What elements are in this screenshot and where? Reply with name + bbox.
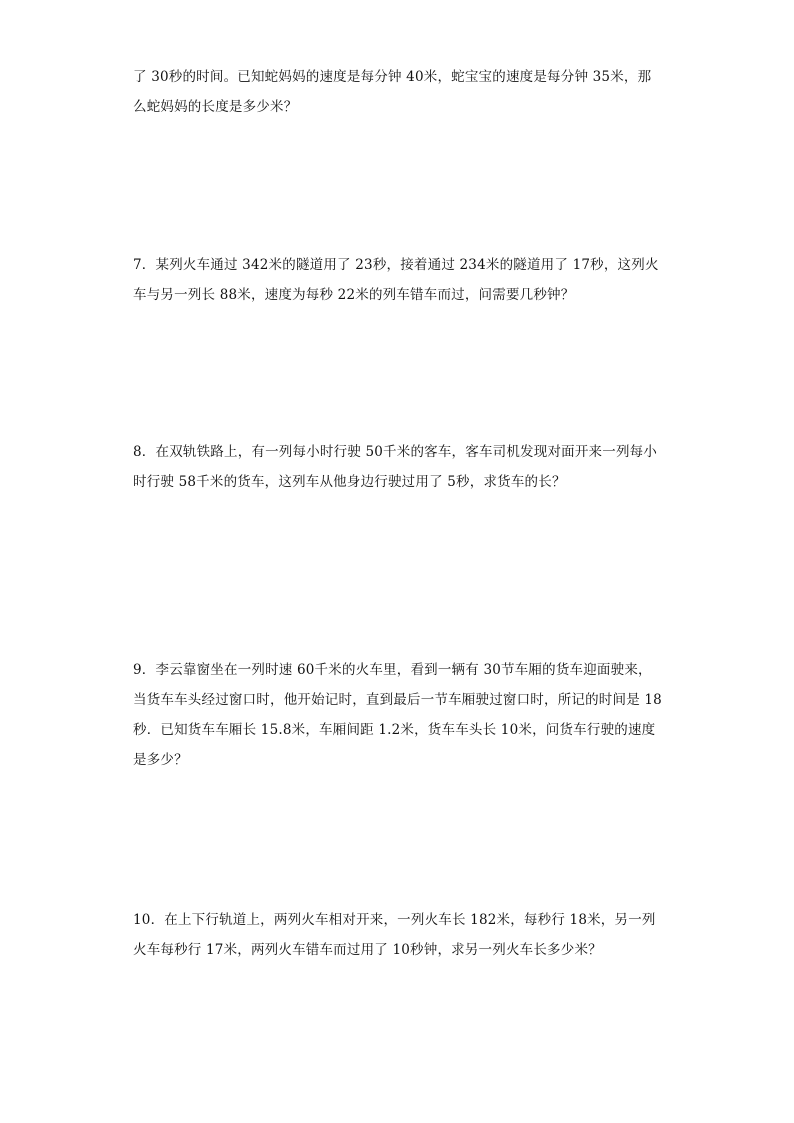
- question-line: 10．在上下行轨道上，两列火车相对开来，一列火车长 182米，每秒行 18米，另一列: [133, 912, 656, 928]
- question-line: 9．李云靠窗坐在一列时速 60千米的火车里，看到一辆有 30节车厢的货车迎面驶来，: [133, 662, 652, 678]
- question-line: 7．某列火车通过 342米的隧道用了 23秒，接着通过 234米的隧道用了 17秒，这列火: [133, 257, 659, 273]
- question-line: 么蛇妈妈的长度是多少米？: [133, 99, 298, 115]
- question-line: 时行驶 58千米的货车，这列车从他身边行驶过用了 5秒，求货车的长？: [133, 474, 566, 490]
- question-8: [133, 437, 663, 497]
- question-line: 当货车车头经过窗口时，他开始记时，直到最后一节车厢驶过窗口时，所记的时间是 18: [133, 692, 662, 708]
- question-6-continued: [133, 62, 663, 122]
- question-line: 8．在双轨铁路上，有一列每小时行驶 50千米的客车，客车司机发现对面开来一列每小: [133, 444, 658, 460]
- question-7: [133, 250, 663, 310]
- question-line: 是多少？: [133, 752, 188, 768]
- question-9: [133, 655, 663, 775]
- question-line: 火车每秒行 17米，两列火车错车而过用了 10秒钟，求另一列火车长多少米？: [133, 942, 602, 958]
- question-line: 秒．已知货车车厢长 15.8米，车厢间距 1.2米，货车车头长 10米，问货车行驶的速度: [133, 722, 656, 738]
- question-line: 车与另一列长 88米，速度为每秒 22米的列车错车而过，问需要几秒钟？: [133, 287, 575, 303]
- question-line: 了 30秒的时间。已知蛇妈妈的速度是每分钟 40米，蛇宝宝的速度是每分钟 35米，那: [133, 69, 652, 85]
- question-10: [133, 905, 663, 965]
